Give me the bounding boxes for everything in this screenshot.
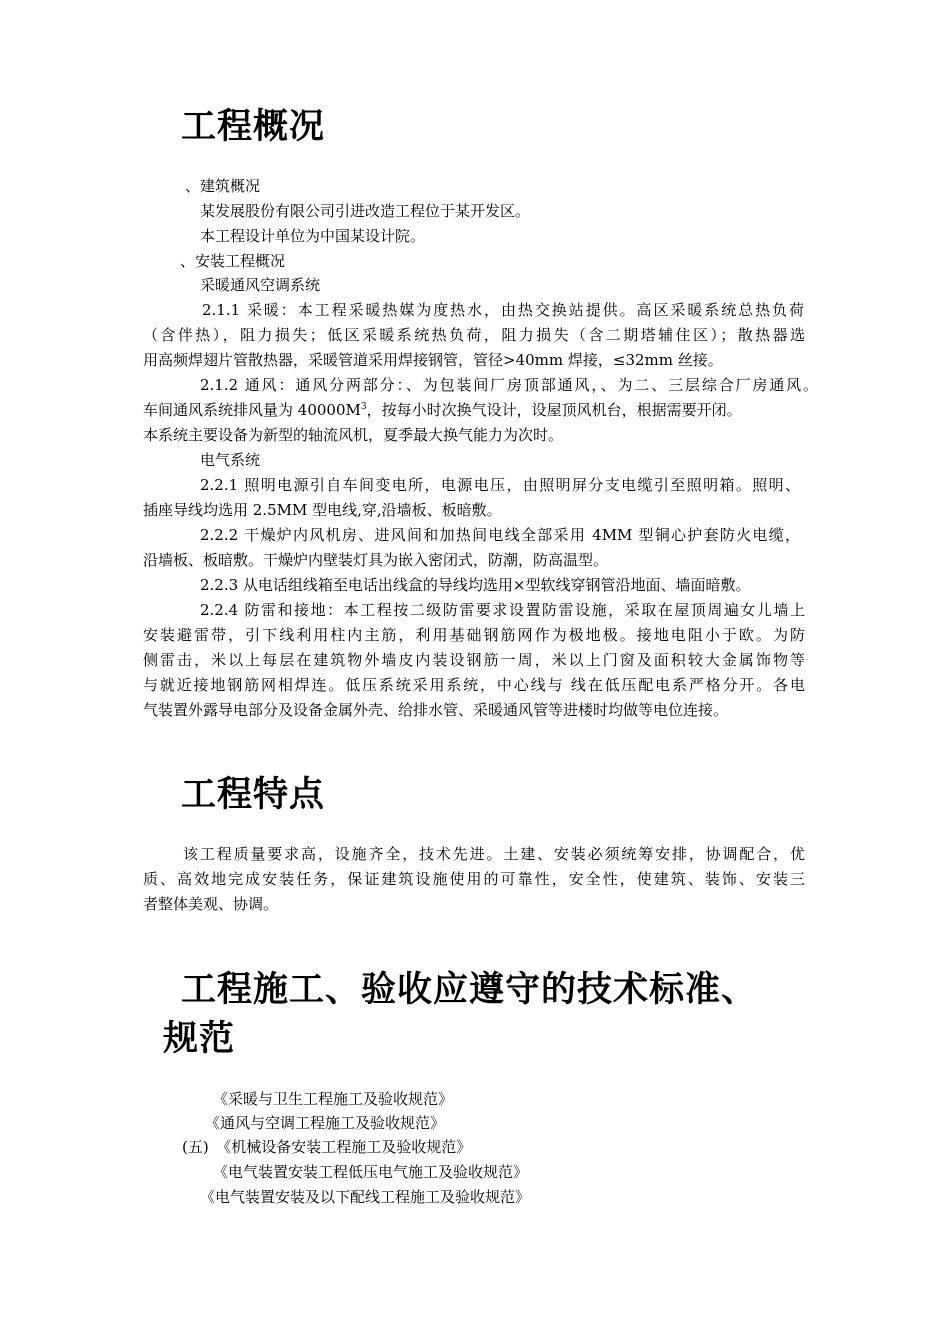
building-text-1: 某发展股份有限公司引进改造工程位于某开发区。 <box>200 202 531 220</box>
para-2-1-2-line-2-rest: ，按每小时次换气设计，设屋顶风机台，根据需要开闭。 <box>366 401 742 419</box>
para-2-1-2-line-2-text: 车间通风系统排风量为 40000M <box>143 401 361 419</box>
para-2-2-2-line-2: 沿墙板、板暗敷。干燥炉内壁装灯具为嵌入密闭式，防潮，防高温型。 <box>143 551 609 569</box>
hvac-heading: 采暖通风空调系统 <box>200 276 321 294</box>
para-2-1-2-line-3: 本系统主要设备为新型的轴流风机，夏季最大换气能力为次时。 <box>143 426 564 444</box>
section-title-standards-line-1: 工程施工、验收应遵守的技术标准、 <box>181 970 758 1010</box>
para-2-2-1-line-2: 插座导线均选用 2.5MM 型电线,穿,沿墙板、板暗敷。 <box>143 501 502 519</box>
building-heading: 、建筑概况 <box>185 177 261 195</box>
para-2-1-1-line-2: （含伴热），阻力损失；低区采暖系统热负荷，阻力损失（含二期塔辅住区）；散热器选 <box>143 326 805 344</box>
standard-item: (五) 《机械设备安装工程施工及验收规范》 <box>182 1138 472 1156</box>
standard-item: 《电气装置安装工程低压电气施工及验收规范》 <box>213 1163 529 1181</box>
para-2-2-4-line-5: 气装置外露导电部分及设备金属外壳、给排水管、采暖通风管等进楼时均做等电位连接。 <box>143 701 729 719</box>
features-para-line-3: 者整体美观、协调。 <box>143 895 279 913</box>
para-2-2-4-line-1: 2.2.4 防雷和接地：本工程按二级防雷要求设置防雷设施，采取在屋顶周遍女儿墙上 <box>200 601 805 619</box>
para-2-1-1-line-1: 2.1.1 采暖：本工程采暖热媒为度热水，由热交换站提供。高区采暖系统总热负荷 <box>202 301 804 319</box>
standard-item: 《电气装置安装及以下配线工程施工及验收规范》 <box>200 1188 531 1206</box>
para-2-2-4-line-2: 安装避雷带，引下线利用柱内主筋，利用基础钢筋网作为极地极。接地电阻小于欧。为防 <box>143 626 805 644</box>
para-2-2-2-line-1: 2.2.2 干燥炉内风机房、进风间和加热间电线全部采用 4MM 型铜心护套防火电缆， <box>200 526 800 544</box>
para-2-2-4-line-4: 与就近接地钢筋网相焊连。低压系统采用系统，中心线与 线在低压配电系严格分开。各电 <box>143 676 805 694</box>
section-title-features: 工程特点 <box>181 775 326 815</box>
install-heading: 、安装工程概况 <box>180 252 286 270</box>
para-2-2-4-line-3: 侧雷击，米以上每层在建筑物外墙皮内装设钢筋一周，米以上门窗及面积较大金属饰物等 <box>143 651 805 669</box>
section-title-overview: 工程概况 <box>181 107 326 147</box>
section-title-standards-line-2: 规范 <box>163 1019 236 1059</box>
features-para-line-1: 该工程质量要求高，设施齐全，技术先进。土建、安装必须统筹安排，协调配合，优 <box>183 845 805 863</box>
standard-item: 《通风与空调工程施工及验收规范》 <box>205 1114 446 1132</box>
standard-item: 《采暖与卫生工程施工及验收规范》 <box>213 1090 454 1108</box>
para-2-1-2-line-2 <box>143 398 742 422</box>
features-para-line-2: 质、高效地完成安装任务，保证建筑设施使用的可靠性，安全性，使建筑、装饰、安装三 <box>143 870 805 888</box>
para-2-1-1-line-3: 用高频焊翅片管散热器，采暖管道采用焊接钢管，管径>40mm 焊接，≤32mm 丝接。 <box>143 351 723 369</box>
para-2-2-1-line-1: 2.2.1 照明电源引自车间变电所，电源电压，由照明屏分支电缆引至照明箱。照明、 <box>200 476 800 494</box>
para-2-2-3: 2.2.3 从电话组线箱至电话出线盒的导线均选用×型软线穿钢管沿地面、墙面暗敷。 <box>200 576 751 594</box>
building-text-2: 本工程设计单位为中国某设计院。 <box>200 227 426 245</box>
electric-heading: 电气系统 <box>200 451 261 469</box>
superscript-3: 3 <box>360 402 367 412</box>
para-2-1-2-line-1: 2.1.2 通风：通风分两部分：、为包装间厂房顶部通风，、为二、三层综合厂房通风。 <box>200 376 818 394</box>
